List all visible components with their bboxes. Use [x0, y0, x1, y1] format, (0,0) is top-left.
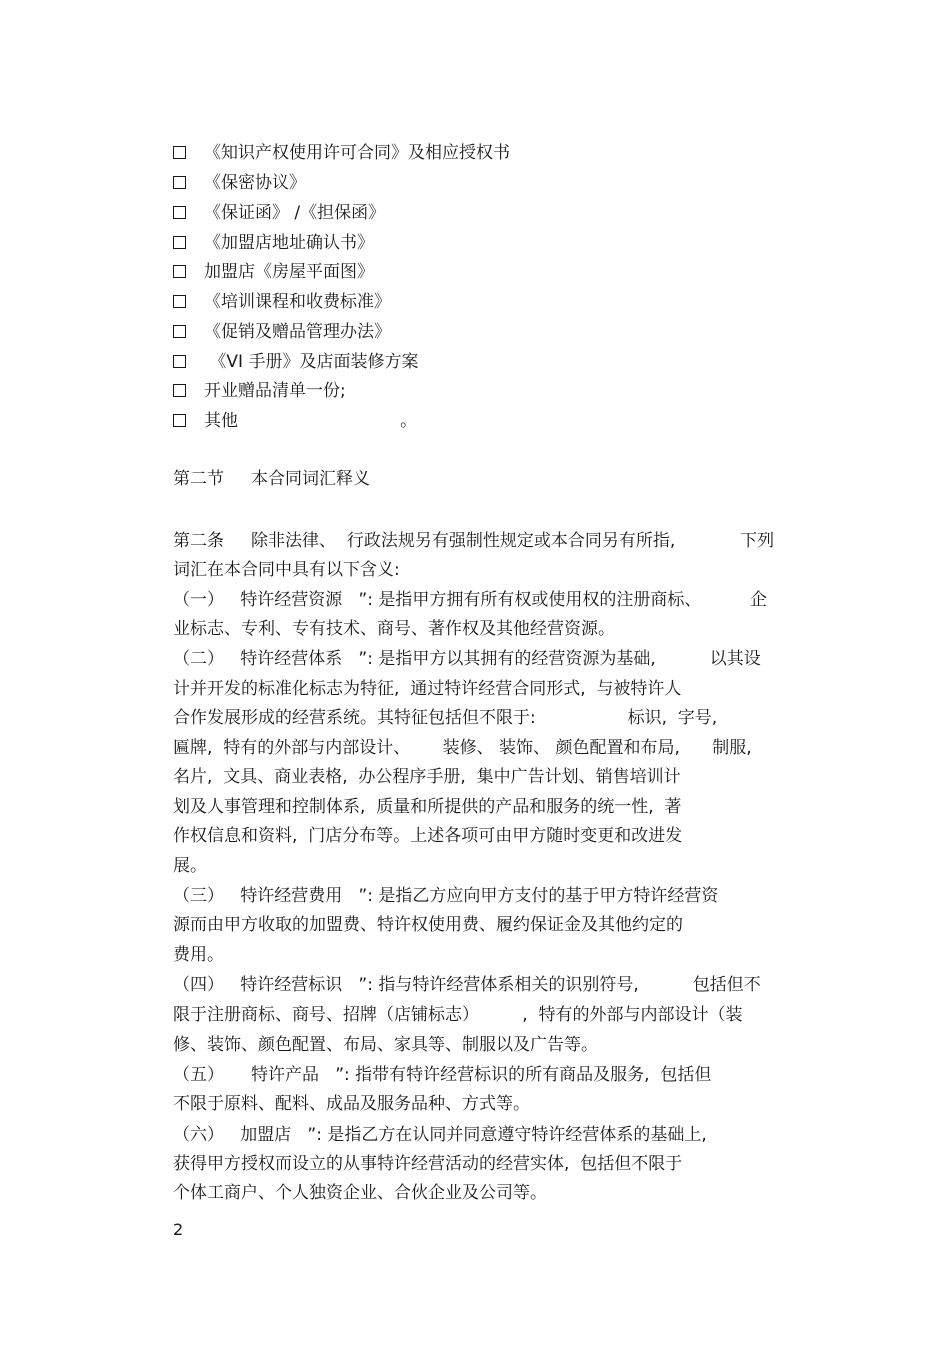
page-number: 2	[173, 1220, 184, 1239]
body-line: 第二条 除非法律、 行政法规另有强制性规定或本合同另有所指, 下列	[173, 531, 775, 551]
checkbox-icon	[173, 355, 186, 368]
checklist-item	[173, 350, 418, 374]
body-line: 限于注册商标、商号、招牌（店铺标志） , 特有的外部与内部设计（装	[173, 1005, 743, 1025]
checklist-item	[173, 409, 417, 433]
checkbox-icon	[173, 414, 186, 427]
body-line: （五） 特许产品 ”: 指带有特许经营标识的所有商品及服务, 包括但	[173, 1065, 712, 1085]
checklist-item	[173, 290, 391, 314]
checkbox-icon	[173, 236, 186, 249]
checklist-item-text: 《VI 手册》及店面装修方案	[204, 352, 419, 372]
body-line: （三） 特许经营费用 ”: 是指乙方应向甲方支付的基于甲方特许经营资	[173, 886, 719, 906]
section-heading: 第二节 本合同词汇释义	[173, 469, 371, 489]
checkbox-icon	[173, 206, 186, 219]
body-line: 名片, 文具、商业表格, 办公程序手册, 集中广告计划、销售培训计	[173, 767, 681, 787]
checklist-item	[173, 260, 374, 284]
checklist-item	[173, 201, 385, 225]
checkbox-icon	[173, 325, 186, 338]
checklist-item	[173, 141, 510, 165]
checkbox-icon	[173, 176, 186, 189]
checklist-item-text: 《知识产权使用许可合同》及相应授权书	[204, 143, 510, 163]
checkbox-icon	[173, 384, 186, 397]
checklist-item-text: 《保密协议》	[204, 173, 306, 193]
body-line: （一） 特许经营资源 ”: 是指甲方拥有所有权或使用权的注册商标、 企	[173, 590, 767, 610]
checklist-item-text: 《保证函》 /《担保函》	[204, 203, 386, 223]
body-line: 业标志、专利、专有技术、商号、著作权及其他经营资源。	[173, 619, 615, 639]
checklist-item	[173, 231, 374, 255]
body-line: 费用。	[173, 945, 224, 965]
body-line: 划及人事管理和控制体系, 质量和所提供的产品和服务的统一性, 著	[173, 797, 682, 817]
body-line: 修、装饰、颜色配置、布局、家具等、制服以及广告等。	[173, 1035, 598, 1055]
checkbox-icon	[173, 146, 186, 159]
checklist-item-text: 《促销及赠品管理办法》	[204, 322, 391, 342]
checklist-item-text: 《加盟店地址确认书》	[204, 233, 374, 253]
body-line: （六） 加盟店 ”: 是指乙方在认同并同意遵守特许经营体系的基础上,	[173, 1125, 707, 1145]
body-line: 源而由甲方收取的加盟费、特许权使用费、履约保证金及其他约定的	[173, 915, 683, 935]
body-line: （四） 特许经营标识 ”: 指与特许经营体系相关的识别符号, 包括但不	[173, 975, 761, 995]
body-line: 获得甲方授权而设立的从事特许经营活动的经营实体, 包括但不限于	[173, 1154, 683, 1174]
body-line: 词汇在本合同中具有以下含义:	[173, 560, 400, 580]
checklist-item	[173, 379, 346, 403]
body-line: 计并开发的标准化标志为特征, 通过特许经营合同形式, 与被特许人	[173, 679, 682, 699]
checklist-item-text: 加盟店《房屋平面图》	[204, 262, 374, 282]
body-line: 合作发展形成的经营系统。其特征包括但不限于: 标识, 字号,	[173, 708, 718, 728]
checklist-item	[173, 320, 391, 344]
checkbox-icon	[173, 265, 186, 278]
checklist-item-text: 开业赠品清单一份;	[204, 381, 346, 401]
body-line: （二） 特许经营体系 ”: 是指甲方以其拥有的经营资源为基础, 以其设	[173, 649, 761, 669]
body-line: 作权信息和资料, 门店分布等。上述各项可由甲方随时变更和改进发	[173, 826, 683, 846]
checklist-item-text: 《培训课程和收费标准》	[204, 292, 391, 312]
body-line: 展。	[173, 856, 207, 876]
body-line: 不限于原料、配料、成品及服务品种、方式等。	[173, 1094, 530, 1114]
body-line: 个体工商户、个人独资企业、合伙企业及公司等。	[173, 1183, 547, 1203]
checklist-item-text: 其他 。	[204, 411, 418, 431]
checkbox-icon	[173, 295, 186, 308]
body-line: 匾牌, 特有的外部与内部设计、 装修、 装饰、 颜色配置和布局, 制服,	[173, 738, 752, 758]
checklist-item	[173, 171, 306, 195]
